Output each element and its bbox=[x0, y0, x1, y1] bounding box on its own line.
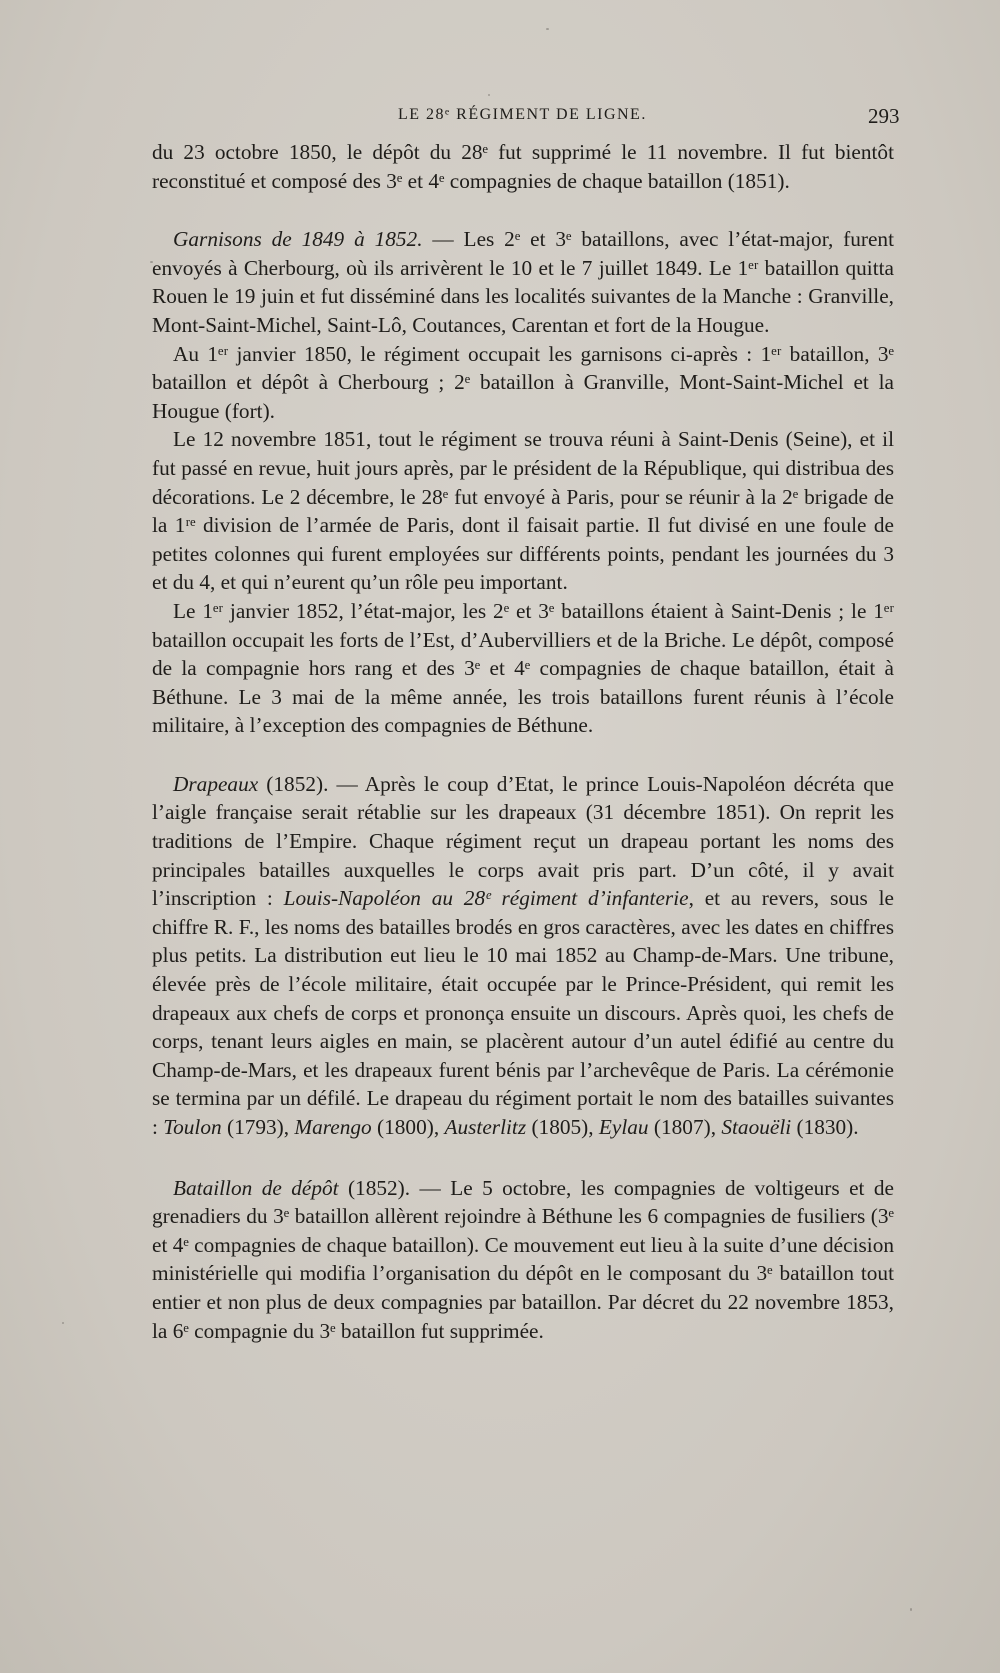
paragraph-text: — Le 5 octobre, les compagnies de voltigeurs et de grenadiers du 3ᵉ bataillon allèrent rejoindre à Béthune les 6 compagnies de fusiliers (3ᵉ et 4ᵉ compagnies de chaque bataillon). Ce mouvement eut lieu à la suite d’une décision ministérielle qui modifia l’organisation du dépôt en le composant du 3ᵉ bataillon tout entier et non plus de deux compagnies par bataillon. Par décret du 22 novembre 1853, la 6ᵉ compagnie du 3ᵉ bataillon fut supprimée. bbox=[152, 1175, 894, 1343]
section-heading-depot: Bataillon de dépôt bbox=[173, 1175, 339, 1200]
paragraph-garrisons-intro bbox=[152, 225, 894, 339]
section-spacer bbox=[152, 1142, 894, 1174]
paper-speck bbox=[910, 1608, 912, 1611]
battle-year: (1805), bbox=[526, 1115, 599, 1139]
battle-year: (1830). bbox=[791, 1115, 859, 1139]
section-heading-year: (1852). bbox=[258, 771, 329, 796]
paragraph-saint-denis-1851: Le 12 novembre 1851, tout le régiment se trouva réuni à Saint-Denis (Seine), et il fut passé en revue, huit jours après, par le président de la République, qui distribua des décorations. Le 2 décembre, le 28ᵉ fut envoyé à Paris, pour se réunir à la 2ᵉ brigade de la 1ʳᵉ division de l’armée de Paris, dont il faisait partie. Il fut divisé en une foule de petites colonnes qui furent employées sur différents points, pendant les journées du 3 et du 4, et qui n’eurent qu’un rôle peu important. bbox=[152, 427, 894, 595]
running-title: LE 28ᵉ RÉGIMENT DE LIGNE. bbox=[398, 106, 647, 123]
battle-name: Toulon bbox=[163, 1115, 222, 1139]
battle-name: Marengo bbox=[294, 1115, 372, 1139]
battle-year: (1807), bbox=[648, 1115, 722, 1139]
section-spacer bbox=[152, 740, 894, 770]
paper-speck bbox=[546, 28, 549, 30]
flag-inscription: Louis-Napoléon au 28ᵉ régiment d’infanterie bbox=[283, 886, 689, 911]
page-number: 293 bbox=[868, 104, 900, 128]
battle-year: (1793), bbox=[221, 1115, 295, 1139]
paragraph-continuation: du 23 octobre 1850, le dépôt du 28ᵉ fut supprimé le 11 novembre. Il fut bientôt reconstitué et composé des 3ᵉ et 4ᵉ compagnies de chaque bataillon (1851). bbox=[152, 140, 894, 193]
battle-name: Austerlitz bbox=[444, 1115, 527, 1139]
paragraph-text: — Les 2ᵉ et 3ᵉ bataillons, avec l’état-major, furent envoyés à Cherbourg, où ils arrivèrent le 10 et le 7 juillet 1849. Le 1ᵉʳ bataillon quitta Rouen le 19 juin et fut disséminé dans les localités suivantes de la Manche : Granville, Mont-Saint-Michel, Saint-Lô, Coutances, Carentan et fort de la Hougue. bbox=[152, 227, 894, 337]
paper-speck bbox=[488, 94, 490, 96]
section-heading-garrisons: Garnisons de 1849 à 1852. bbox=[173, 227, 423, 252]
battle-year: (1800), bbox=[371, 1115, 445, 1139]
running-head bbox=[0, 104, 1000, 134]
paper-speck bbox=[62, 1322, 64, 1324]
section-spacer bbox=[152, 195, 894, 225]
battle-name: Staouëli bbox=[721, 1115, 792, 1139]
paragraph-text: — Après le coup d’Etat, le prince Louis-Napoléon décréta que l’aigle française serait rétablie sur les drapeaux (31 décembre 1851). On reprit les traditions de l’Empire. Chaque régiment reçut un drapeau portant les noms des principales batailles auxquelles le corps avait pris part. D’un côté, il y avait l’inscription : bbox=[152, 771, 894, 911]
paragraph-garrisons-1852: Le 1ᵉʳ janvier 1852, l’état-major, les 2ᵉ et 3ᵉ bataillons étaient à Saint-Denis ; le 1ᵉʳ bataillon occupait les forts de l’Est, d’Aubervilliers et de la Briche. Le dépôt, composé de la compagnie hors rang et des 3ᵉ et 4ᵉ compagnies de chaque bataillon, était à Béthune. Le 3 mai de la même année, les trois bataillons furent réunis à l’école militaire, à l’exception des compagnies de Béthune. bbox=[152, 598, 894, 738]
section-heading-flags: Drapeaux bbox=[173, 771, 259, 796]
paragraph-text: , et au revers, sous le chiffre R. F., les noms des batailles brodés en gros caractères, avec les dates en chiffres plus petits. La distribution eut lieu le 10 mai 1852 au Champ-de-Mars. Une tribune, élevée près de l’école militaire, était occupée par le Prince-Président, qui remit les drapeaux aux chefs de corps et prononça ensuite un discours. Après quoi, les chefs de corps, tenant leurs aigles en main, se placèrent autour d’un autel édifié au centre du Champ-de-Mars, et les drapeaux furent bénis par l’archevêque de Paris. La cérémonie se termina par un défilé. Le drapeau du régiment portait le nom des batailles suivantes : bbox=[152, 886, 894, 1139]
battle-name: Eylau bbox=[598, 1115, 649, 1139]
body-text bbox=[152, 138, 894, 1345]
paragraph-garrisons-1850: Au 1ᵉʳ janvier 1850, le régiment occupait les garnisons ci-après : 1ᵉʳ bataillon, 3ᵉ bataillon et dépôt à Cherbourg ; 2ᵉ bataillon à Granville, Mont-Saint-Michel et la Hougue (fort). bbox=[152, 341, 894, 423]
paragraph-depot bbox=[152, 1174, 894, 1346]
section-heading-year: (1852). bbox=[338, 1175, 411, 1200]
paragraph-flags bbox=[152, 770, 894, 1142]
